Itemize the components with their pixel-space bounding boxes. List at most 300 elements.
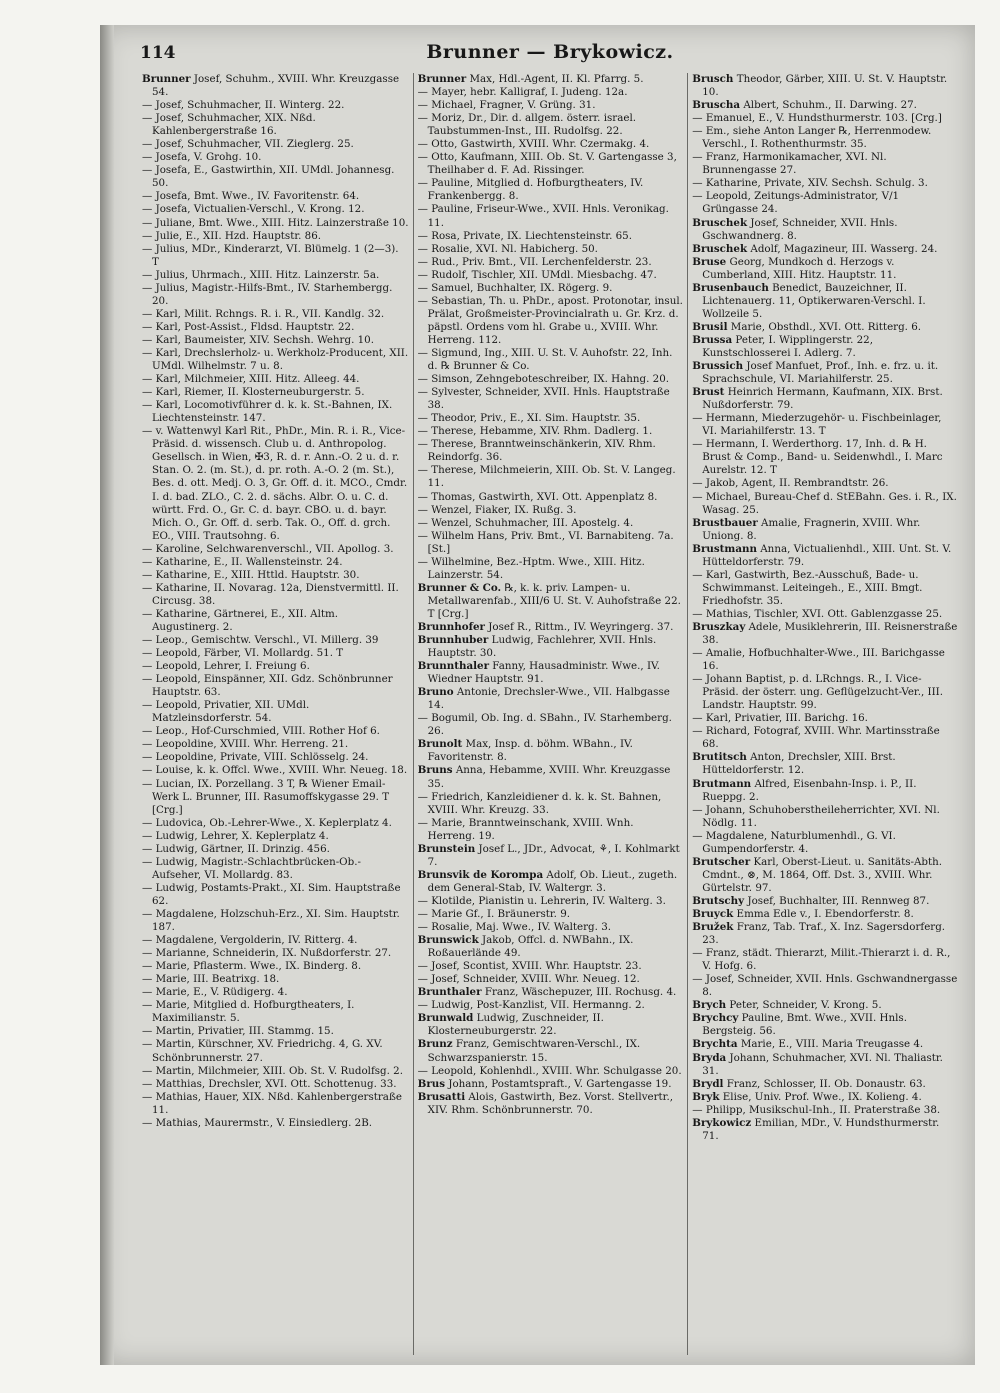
directory-entry bbox=[142, 217, 409, 230]
entry-text: Heinrich Hermann, Kaufmann, XIX. Brst. Nußdorferstr. 79. bbox=[702, 386, 943, 412]
entry-text: Josef L., JDr., Advocat, ⚘, I. Kohlmarkt 7. bbox=[427, 842, 680, 868]
entry-columns bbox=[138, 73, 962, 1355]
directory-entry bbox=[692, 1052, 958, 1078]
directory-entry bbox=[142, 725, 409, 738]
directory-entry bbox=[142, 425, 409, 542]
directory-entry bbox=[692, 830, 958, 856]
entry-surname: Brutmann bbox=[692, 777, 752, 790]
directory-entry bbox=[418, 517, 684, 530]
entry-text: — Martin, Kürschner, XV. Friedrichg. 4, G. XV. Schönbrunnerstr. 27. bbox=[142, 1038, 383, 1064]
directory-entry bbox=[418, 934, 684, 960]
entry-text: Ludwig, Fachlehrer, XVII. Hnls. Hauptstr. 30. bbox=[427, 634, 657, 660]
entry-surname: Brunz bbox=[417, 1038, 453, 1051]
entry-text: — Karl, Post-Assist., Fldsd. Hauptstr. 22. bbox=[142, 320, 355, 333]
entry-text: — Josefa, Victualien-Verschl., V. Krong. 12. bbox=[142, 203, 365, 216]
directory-entry bbox=[142, 934, 409, 947]
entry-text: — Josef, Schuhmacher, XIX. Nßd. Kahlenbergerstraße 16. bbox=[142, 112, 316, 138]
entry-text: — Mathias, Maurermstr., V. Einsiedlerg. 2B. bbox=[142, 1116, 373, 1129]
directory-entry bbox=[142, 151, 409, 164]
directory-entry bbox=[692, 712, 958, 725]
entry-text: — Martin, Privatier, III. Stammg. 15. bbox=[142, 1025, 334, 1038]
entry-text: — Josef, Scontist, XVIII. Whr. Hauptstr. 23. bbox=[417, 960, 642, 973]
directory-entry bbox=[418, 999, 684, 1012]
entry-text: — Friedrich, Kanzleidiener d. k. k. St. Bahnen, XVIII. Whr. Kreuzg. 33. bbox=[417, 790, 662, 816]
entry-text: — Ludwig, Postamts-Prakt., XI. Sim. Hauptstraße 62. bbox=[142, 881, 401, 907]
directory-entry bbox=[418, 986, 684, 999]
directory-entry bbox=[418, 282, 684, 295]
entry-text: — Moriz, Dr., Dir. d. allgem. österr. israel. Taubstummen-Inst., III. Rudolfsg. 22. bbox=[417, 112, 637, 138]
directory-entry bbox=[142, 399, 409, 425]
entry-text: — Leop., Hof-Curschmied, VIII. Rother Hof 6. bbox=[142, 725, 380, 738]
entry-surname: Bruschek bbox=[692, 216, 748, 229]
directory-entry bbox=[418, 112, 684, 138]
directory-entry bbox=[418, 1065, 684, 1078]
directory-entry bbox=[142, 569, 409, 582]
directory-entry bbox=[142, 243, 409, 269]
entry-text: Josef R., Rittm., IV. Weyringerg. 37. bbox=[488, 620, 674, 633]
directory-entry bbox=[418, 908, 684, 921]
entry-text: — Marie, Mitglied d. Hofburgtheaters, I. Maximilianstr. 5. bbox=[142, 999, 355, 1025]
entry-surname: Bruno bbox=[417, 686, 454, 699]
directory-entry bbox=[692, 647, 958, 673]
entry-text: Marie, E., VIII. Maria Treugasse 4. bbox=[740, 1038, 924, 1051]
entry-text: — Ludwig, Gärtner, II. Drinzig. 456. bbox=[142, 842, 330, 855]
entry-surname: Brunstein bbox=[417, 842, 476, 855]
entry-text: Antonie, Drechsler-Wwe., VII. Halbgasse 14. bbox=[427, 686, 670, 712]
entry-surname: Bryk bbox=[692, 1090, 720, 1103]
directory-entry bbox=[692, 1078, 958, 1091]
entry-surname: Brussa bbox=[692, 333, 733, 346]
entry-text: — Johann, Schuhoberstheileherrichter, XVI. Nl. Nödlg. 11. bbox=[692, 803, 940, 829]
entry-text: — Leopold, Kohlenhdl., XVIII. Whr. Schulgasse 20. bbox=[417, 1064, 682, 1077]
directory-entry bbox=[692, 321, 958, 334]
entry-text: — Magdalene, Holzschuh-Erz., XI. Sim. Hauptstr. 187. bbox=[142, 908, 400, 934]
entry-surname: Brust bbox=[692, 386, 725, 399]
directory-entry bbox=[418, 412, 684, 425]
entry-text: — Karl, Privatier, III. Barichg. 16. bbox=[692, 712, 868, 725]
entry-text: — Leopold, Einspänner, XII. Gdz. Schönbrunner Hauptstr. 63. bbox=[142, 673, 393, 699]
entry-text: Johann, Schuhmacher, XVI. Nl. Thaliastr. 31. bbox=[702, 1051, 943, 1077]
entry-text: Emilian, MDr., V. Hundsthurmerstr. 71. bbox=[702, 1116, 940, 1142]
directory-entry bbox=[418, 347, 684, 373]
entry-text: Fanny, Hausadministr. Wwe., IV. Wiedner Hauptstr. 91. bbox=[427, 660, 660, 686]
directory-entry bbox=[692, 360, 958, 386]
directory-entry bbox=[418, 491, 684, 504]
directory-entry bbox=[142, 334, 409, 347]
directory-entry bbox=[142, 308, 409, 321]
directory-entry bbox=[692, 190, 958, 216]
directory-entry bbox=[418, 138, 684, 151]
directory-entry bbox=[418, 230, 684, 243]
entry-text: — Karl, Riemer, II. Klosterneuburgerstr. 5. bbox=[142, 386, 365, 399]
directory-entry bbox=[142, 99, 409, 112]
entry-surname: Brunsvik de Korompa bbox=[417, 868, 544, 881]
directory-entry bbox=[142, 843, 409, 856]
entry-text: — Julie, E., XII. Hzd. Hauptstr. 86. bbox=[142, 229, 322, 242]
directory-entry bbox=[142, 1038, 409, 1064]
entry-text: — Samuel, Buchhalter, IX. Rögerg. 9. bbox=[417, 281, 613, 294]
entry-surname: Brusch bbox=[692, 73, 734, 85]
directory-entry bbox=[142, 1065, 409, 1078]
entry-text: — Simson, Zehngeboteschreiber, IX. Hahng. 20. bbox=[417, 373, 670, 386]
entry-text: — Matthias, Drechsler, XVI. Ott. Schottenug. 33. bbox=[142, 1077, 397, 1090]
directory-entry bbox=[418, 425, 684, 438]
entry-text: — Louise, k. k. Offcl. Wwe., XVIII. Whr. Neueg. 18. bbox=[142, 764, 408, 777]
entry-text: — Leopoldine, XVIII. Whr. Herreng. 21. bbox=[142, 738, 349, 751]
entry-surname: Brunnthaler bbox=[417, 660, 490, 673]
directory-entry bbox=[142, 751, 409, 764]
directory-entry bbox=[692, 921, 958, 947]
entry-text: Anna, Hebamme, XVIII. Whr. Kreuzgasse 35. bbox=[427, 764, 671, 790]
directory-entry bbox=[692, 999, 958, 1012]
entry-text: — Mayer, hebr. Kalligraf, I. Judeng. 12a. bbox=[417, 86, 628, 99]
directory-entry bbox=[142, 164, 409, 190]
entry-text: Franz, Gemischtwaren-Verschl., IX. Schwarzspanierstr. 15. bbox=[427, 1038, 641, 1064]
directory-entry bbox=[418, 203, 684, 229]
directory-entry bbox=[142, 882, 409, 908]
entry-text: — Pauline, Mitglied d. Hofburgtheaters, IV. Frankenbergg. 8. bbox=[417, 177, 644, 203]
directory-entry bbox=[692, 334, 958, 360]
entry-text: — Ludwig, Lehrer, X. Keplerplatz 4. bbox=[142, 829, 329, 842]
entry-text: — Wenzel, Fiaker, IX. Rußg. 3. bbox=[417, 503, 577, 516]
entry-text: — Leopold, Lehrer, I. Freiung 6. bbox=[142, 660, 310, 673]
directory-entry bbox=[142, 817, 409, 830]
directory-entry bbox=[418, 386, 684, 412]
directory-entry bbox=[692, 908, 958, 921]
column-right bbox=[687, 73, 962, 1355]
directory-entry bbox=[418, 895, 684, 908]
directory-entry bbox=[418, 99, 684, 112]
entry-text: — Martin, Milchmeier, XIII. Ob. St. V. Rudolfsg. 2. bbox=[142, 1064, 403, 1077]
entry-surname: Brychta bbox=[692, 1038, 738, 1051]
entry-text: — Thomas, Gastwirth, XVI. Ott. Appenplatz 8. bbox=[417, 490, 658, 503]
entry-text: Max, Insp. d. böhm. WBahn., IV. Favoritenstr. 8. bbox=[427, 738, 633, 764]
directory-entry bbox=[142, 778, 409, 817]
directory-entry bbox=[692, 895, 958, 908]
directory-entry bbox=[418, 1091, 684, 1117]
entry-text: — Ludwig, Magistr.-Schlachtbrücken-Ob.-Aufseher, VI. Mollardg. 83. bbox=[142, 855, 361, 881]
directory-entry bbox=[418, 738, 684, 764]
entry-text: — Marie Gf., I. Bräunerstr. 9. bbox=[417, 908, 571, 920]
directory-entry bbox=[692, 1091, 958, 1104]
entry-text: — Amalie, Hofbuchhalter-Wwe., III. Barichgasse 16. bbox=[692, 647, 945, 673]
directory-entry bbox=[692, 386, 958, 412]
entry-text: — Josef, Schuhmacher, II. Winterg. 22. bbox=[142, 99, 345, 112]
entry-text: — Katharine, E., XIII. Httld. Hauptstr. 30. bbox=[142, 568, 360, 581]
directory-entry bbox=[418, 921, 684, 934]
entry-text: — Franz, städt. Thierarzt, Milit.-Thierarzt i. d. R., V. Hofg. 6. bbox=[692, 947, 951, 973]
directory-entry bbox=[142, 1091, 409, 1117]
entry-text: — Rosalie, XVI. Nl. Habicherg. 50. bbox=[417, 242, 598, 255]
directory-entry bbox=[692, 947, 958, 973]
directory-entry bbox=[418, 791, 684, 817]
directory-entry bbox=[142, 386, 409, 399]
directory-entry bbox=[142, 138, 409, 151]
directory-entry bbox=[692, 412, 958, 438]
entry-surname: Brunwald bbox=[417, 1012, 474, 1025]
entry-text: — Josef, Schneider, XVIII. Whr. Neueg. 12. bbox=[417, 973, 640, 986]
entry-surname: Brussich bbox=[692, 360, 744, 373]
directory-entry bbox=[142, 230, 409, 243]
entry-text: Albert, Schuhm., II. Darwing. 27. bbox=[743, 99, 917, 112]
directory-entry bbox=[692, 543, 958, 569]
entry-text: — Jakob, Agent, II. Rembrandtstr. 26. bbox=[692, 477, 889, 490]
directory-entry bbox=[418, 960, 684, 973]
entry-text: — Mathias, Hauer, XIX. Nßd. Kahlenbergerstraße 11. bbox=[142, 1090, 402, 1116]
directory-entry bbox=[142, 999, 409, 1025]
entry-text: Adolf, Ob. Lieut., zugeth. dem General-Stab, IV. Waltergr. 3. bbox=[427, 868, 678, 894]
entry-text: Josef Manfuet, Prof., Inh. e. frz. u. it. Sprachschule, VI. Mariahilferstr. 25. bbox=[702, 360, 939, 386]
entry-text: Theodor, Gärber, XIII. U. St. V. Hauptstr. 10. bbox=[702, 73, 948, 99]
directory-entry bbox=[142, 764, 409, 777]
directory-entry bbox=[142, 634, 409, 647]
directory-entry bbox=[418, 464, 684, 490]
entry-text: Karl, Oberst-Lieut. u. Sanitäts-Abth. Cmdnt., ⊗, M. 1864, Off. Dst. 3., XVIII. Whr. Gürtelstr. 97. bbox=[702, 855, 943, 894]
directory-entry bbox=[418, 504, 684, 517]
entry-text: — Leopold, Färber, VI. Mollardg. 51. T bbox=[142, 647, 344, 660]
entry-text: — Emanuel, E., V. Hundsthurmerstr. 103. [Crg.] bbox=[692, 112, 942, 125]
directory-entry bbox=[142, 738, 409, 751]
entry-text: Ludwig, Zuschneider, II. Klosterneuburgerstr. 22. bbox=[427, 1012, 604, 1038]
directory-entry bbox=[142, 1025, 409, 1038]
entry-text: — Karl, Milchmeier, XIII. Hitz. Alleeg. 44. bbox=[142, 373, 360, 386]
entry-text: — Katharine, Gärtnerei, E., XII. Altm. Augustinerg. 2. bbox=[142, 607, 339, 633]
entry-text: Emma Edle v., I. Ebendorferstr. 8. bbox=[736, 908, 914, 920]
entry-text: — Sebastian, Th. u. PhDr., apost. Protonotar, insul. Prälat, Großmeister-Provincialrath u. Gr. Krz. d. päpstl. Ordens vom hl. Grabe u., XVIII. Whr. Herreng. 112. bbox=[417, 294, 683, 346]
entry-text: Benedict, Bauzeichner, II. Lichtenauerg. 11, Optikerwaren-Verschl. I. Wollzeile 5. bbox=[702, 281, 926, 320]
entry-text: — Ludwig, Post-Kanzlist, VII. Hermanng. 2. bbox=[417, 999, 645, 1012]
entry-text: — Karl, Milit. Rchngs. R. i. R., VII. Kandlg. 32. bbox=[142, 307, 385, 320]
entry-surname: Brustbauer bbox=[692, 516, 758, 529]
directory-entry bbox=[142, 582, 409, 608]
entry-text: — Rosalie, Maj. Wwe., IV. Walterg. 3. bbox=[417, 921, 612, 934]
entry-text: — Wilhelmine, Bez.-Hptm. Wwe., XIII. Hitz. Lainzerstr. 54. bbox=[417, 555, 645, 581]
entry-text: Josef, Schneider, XVII. Hnls. Gschwandnerg. 8. bbox=[702, 216, 898, 242]
directory-entry bbox=[692, 282, 958, 321]
directory-entry bbox=[692, 608, 958, 621]
entry-text: Marie, Obsthdl., XVI. Ott. Ritterg. 6. bbox=[730, 320, 922, 333]
directory-entry bbox=[692, 778, 958, 804]
entry-text: — Ludovica, Ob.-Lehrer-Wwe., X. Keplerplatz 4. bbox=[142, 816, 392, 829]
entry-text: — Magdalene, Naturblumenhdl., G. VI. Gumpendorferstr. 4. bbox=[692, 829, 896, 855]
directory-entry bbox=[692, 491, 958, 517]
entry-text: Josef, Buchhalter, III. Rennweg 87. bbox=[747, 894, 930, 907]
entry-text: — Michael, Fragner, V. Grüng. 31. bbox=[417, 99, 596, 112]
entry-surname: Brunswick bbox=[417, 934, 479, 947]
entry-text: — Karl, Drechslerholz- u. Werkholz-Producent, XII. UMdl. Wilhelmstr. 7 u. 8. bbox=[142, 346, 409, 373]
entry-text: — Leopold, Zeitungs-Administrator, V/1 Grüngasse 24. bbox=[692, 190, 900, 216]
entry-text: Max, Hdl.-Agent, II. Kl. Pfarrg. 5. bbox=[469, 73, 644, 85]
directory-entry bbox=[692, 804, 958, 830]
entry-text: — Philipp, Musikschul-Inh., II. Praterstraße 38. bbox=[692, 1103, 941, 1116]
directory-entry bbox=[692, 517, 958, 543]
entry-surname: Brykowicz bbox=[692, 1116, 752, 1129]
entry-surname: Brusatti bbox=[417, 1090, 466, 1103]
directory-entry bbox=[142, 830, 409, 843]
entry-text: Franz, Tab. Traf., X. Inz. Sagersdorferg. 23. bbox=[702, 921, 946, 947]
directory-entry bbox=[418, 817, 684, 843]
entry-text: ℞, k. k. priv. Lampen- u. Metallwarenfab., XIII/6 U. St. V. Auhofstraße 22. T [Crg.] bbox=[427, 581, 681, 620]
directory-entry bbox=[418, 686, 684, 712]
running-head: Brunner — Brykowicz. bbox=[426, 41, 674, 63]
entry-text: — Therese, Branntweinschänkerin, XIV. Rhm. Reindorfg. 36. bbox=[417, 438, 656, 464]
directory-entry bbox=[142, 1117, 409, 1130]
directory-entry bbox=[692, 725, 958, 751]
entry-text: Peter, I. Wipplingerstr. 22, Kunstschlosserei I. Adlerg. 7. bbox=[702, 333, 874, 359]
entry-text: — Leop., Gemischtw. Verschl., VI. Millerg. 39 bbox=[142, 634, 379, 647]
entry-surname: Brunner & Co. bbox=[417, 581, 502, 594]
book-spine bbox=[100, 25, 114, 1365]
entry-surname: Brutscher bbox=[692, 855, 751, 868]
directory-entry bbox=[418, 1012, 684, 1038]
entry-surname: Bruyck bbox=[692, 908, 734, 920]
directory-entry bbox=[418, 530, 684, 556]
directory-entry bbox=[692, 751, 958, 777]
directory-entry bbox=[692, 151, 958, 177]
entry-surname: Brusil bbox=[692, 320, 728, 333]
entry-surname: Bruszkay bbox=[692, 620, 746, 633]
directory-entry bbox=[418, 634, 684, 660]
entry-text: — Sylvester, Schneider, XVII. Hnls. Hauptstraße 38. bbox=[417, 386, 670, 412]
entry-surname: Brydl bbox=[692, 1077, 724, 1090]
directory-entry bbox=[142, 908, 409, 934]
entry-text: — Josef, Schneider, XVII. Hnls. Gschwandnergasse 8. bbox=[692, 973, 958, 999]
entry-text: — Hermann, I. Werderthorg. 17, Inh. d. ℞ H. Brust & Comp., Band- u. Seidenwhdl., I. Marc Aurelstr. 12. T bbox=[692, 438, 943, 477]
entry-text: — Sigmund, Ing., XIII. U. St. V. Auhofstr. 22, Inh. d. ℞ Brunner & Co. bbox=[417, 346, 673, 373]
entry-surname: Bruschek bbox=[692, 242, 748, 255]
entry-text: Josef, Schuhm., XVIII. Whr. Kreuzgasse 54. bbox=[152, 73, 400, 99]
directory-entry bbox=[142, 973, 409, 986]
directory-entry bbox=[142, 660, 409, 673]
directory-entry bbox=[418, 712, 684, 738]
directory-entry bbox=[692, 438, 958, 477]
directory-entry bbox=[692, 569, 958, 608]
entry-text: — Mathias, Tischler, XVI. Ott. Gablenzgasse 25. bbox=[692, 607, 943, 620]
entry-text: — Josefa, V. Grohg. 10. bbox=[142, 151, 262, 164]
entry-text: Anna, Victualienhdl., XIII. Unt. St. V. Hütteldorferstr. 79. bbox=[702, 542, 952, 568]
directory-entry bbox=[142, 282, 409, 308]
directory-entry bbox=[692, 973, 958, 999]
directory-entry bbox=[418, 177, 684, 203]
entry-text: — Julius, MDr., Kinderarzt, VI. Blümelg. 1 (2—3). T bbox=[142, 242, 399, 268]
directory-entry bbox=[692, 217, 958, 243]
directory-entry bbox=[692, 243, 958, 256]
entry-surname: Brunthaler bbox=[417, 986, 482, 999]
entry-text: — Bogumil, Ob. Ing. d. SBahn., IV. Starhemberg. 26. bbox=[417, 712, 672, 738]
entry-text: — Marie, E., V. Rüdigerg. 4. bbox=[142, 986, 288, 999]
entry-surname: Brunnhuber bbox=[417, 634, 489, 647]
directory-entry bbox=[142, 947, 409, 960]
entry-text: — Karl, Locomotivführer d. k. k. St.-Bahnen, IX. Liechtensteinstr. 147. bbox=[142, 399, 393, 425]
entry-text: — Theodor, Priv., E., XI. Sim. Hauptstr. 35. bbox=[417, 412, 641, 425]
entry-text: — Therese, Hebamme, XIV. Rhm. Dadlerg. 1. bbox=[417, 425, 653, 438]
entry-text: Alfred, Eisenbahn-Insp. i. P., II. Rueppg. 2. bbox=[702, 777, 917, 803]
directory-entry bbox=[692, 1038, 958, 1051]
entry-text: — Marie, Branntweinschank, XVIII. Wnh. Herreng. 19. bbox=[417, 816, 634, 842]
directory-entry bbox=[418, 243, 684, 256]
directory-entry bbox=[418, 269, 684, 282]
entry-text: — Rudolf, Tischler, XII. UMdl. Miesbachg. 47. bbox=[417, 268, 657, 281]
entry-text: Johann, Postamtspraft., V. Gartengasse 19. bbox=[448, 1077, 672, 1090]
entry-text: — Johann Baptist, p. d. LRchngs. R., I. Vice-Präsid. der österr. ung. Geflügelzucht-Ver., III. Landstr. Hauptstr. 99. bbox=[692, 673, 943, 712]
directory-entry bbox=[142, 556, 409, 569]
entry-text: — Richard, Fotograf, XVIII. Whr. Martinsstraße 68. bbox=[692, 725, 940, 751]
entry-surname: Brusenbauch bbox=[692, 281, 769, 294]
directory-entry bbox=[692, 1117, 958, 1143]
directory-entry bbox=[692, 1104, 958, 1117]
entry-text: — Lucian, IX. Porzellang. 3 T, ℞ Wiener Email-Werk L. Brunner, III. Rasumoffskygasse 29. T [Crg.] bbox=[142, 777, 390, 816]
entry-text: Franz, Schlosser, II. Ob. Donaustr. 63. bbox=[726, 1077, 926, 1090]
entry-text: Georg, Mundkoch d. Herzogs v. Cumberland, XIII. Hitz. Hauptstr. 11. bbox=[702, 255, 897, 281]
entry-text: — Klotilde, Pianistin u. Lehrerin, IV. Walterg. 3. bbox=[417, 894, 666, 907]
entry-text: Jakob, Offcl. d. NWBahn., IX. Roßauerlände 49. bbox=[427, 934, 634, 960]
column-left bbox=[138, 73, 413, 1355]
directory-entry bbox=[692, 73, 958, 99]
entry-text: — Marie, III. Beatrixg. 18. bbox=[142, 973, 280, 986]
directory-entry bbox=[418, 438, 684, 464]
directory-entry bbox=[692, 621, 958, 647]
directory-entry bbox=[142, 112, 409, 138]
entry-text: — Rud., Priv. Bmt., VII. Lerchenfelderstr. 23. bbox=[417, 255, 652, 268]
directory-entry bbox=[142, 856, 409, 882]
entry-surname: Brunner bbox=[417, 73, 467, 85]
entry-surname: Brutitsch bbox=[692, 751, 747, 764]
entry-text: — Franz, Harmonikamacher, XVI. Nl. Brunnengasse 27. bbox=[692, 151, 887, 177]
directory-entry bbox=[142, 608, 409, 634]
directory-entry bbox=[142, 321, 409, 334]
entry-text: — Hermann, Miederzugehör- u. Fischbeinlager, VI. Mariahilferstr. 13. T bbox=[692, 412, 942, 438]
directory-entry bbox=[142, 269, 409, 282]
directory-entry bbox=[418, 295, 684, 347]
directory-entry bbox=[142, 73, 409, 99]
directory-entry bbox=[142, 986, 409, 999]
entry-text: — Otto, Gastwirth, XVIII. Whr. Czermakg. 4. bbox=[417, 138, 650, 151]
entry-surname: Bruns bbox=[417, 764, 453, 777]
directory-entry bbox=[692, 1012, 958, 1038]
entry-surname: Brunolt bbox=[417, 738, 463, 751]
directory-entry bbox=[142, 203, 409, 216]
directory-entry bbox=[142, 347, 409, 373]
page-number: 114 bbox=[140, 43, 176, 63]
entry-text: — Josefa, E., Gastwirthin, XII. UMdl. Johannesg. 50. bbox=[142, 164, 395, 190]
directory-entry bbox=[692, 673, 958, 712]
directory-entry bbox=[692, 177, 958, 190]
entry-surname: Brunnhofer bbox=[417, 620, 485, 633]
entry-text: — Josef, Schuhmacher, VII. Zieglerg. 25. bbox=[142, 138, 354, 151]
directory-entry bbox=[692, 125, 958, 151]
entry-surname: Bružek bbox=[692, 921, 734, 934]
entry-text: — Marianne, Schneiderin, IX. Nußdorferstr. 27. bbox=[142, 947, 392, 960]
entry-text: Adele, Musiklehrerin, III. Reisnerstraße 38. bbox=[702, 620, 958, 647]
directory-entry bbox=[418, 1078, 684, 1091]
entry-text: — Julius, Uhrmach., XIII. Hitz. Lainzerstr. 5a. bbox=[142, 268, 380, 281]
entry-text: — Josefa, Bmt. Wwe., IV. Favoritenstr. 64. bbox=[142, 190, 360, 203]
entry-text: Amalie, Fragnerin, XVIII. Whr. Uniong. 8. bbox=[702, 516, 921, 542]
entry-surname: Brych bbox=[692, 999, 727, 1012]
entry-text: — Leopoldine, Private, VIII. Schlösselg. 24. bbox=[142, 751, 369, 764]
entry-text: Elise, Univ. Prof. Wwe., IX. Kolieng. 4. bbox=[722, 1090, 922, 1103]
entry-text: — Katharine, E., II. Wallensteinstr. 24. bbox=[142, 555, 343, 568]
entry-surname: Brustmann bbox=[692, 542, 757, 555]
directory-entry bbox=[142, 543, 409, 556]
entry-surname: Brychcy bbox=[692, 1012, 739, 1025]
entry-text: — Magdalene, Vergolderin, IV. Ritterg. 4. bbox=[142, 934, 358, 947]
entry-text: — Otto, Kaufmann, XIII. Ob. St. V. Gartengasse 3, Theilhaber d. F. Ad. Rissinger. bbox=[417, 151, 677, 177]
entry-text: — Karl, Baumeister, XIV. Sechsh. Wehrg. 10. bbox=[142, 333, 374, 346]
entry-surname: Bryda bbox=[692, 1051, 727, 1064]
entry-text: — Rosa, Private, IX. Liechtensteinstr. 65. bbox=[417, 229, 632, 242]
directory-entry bbox=[418, 869, 684, 895]
